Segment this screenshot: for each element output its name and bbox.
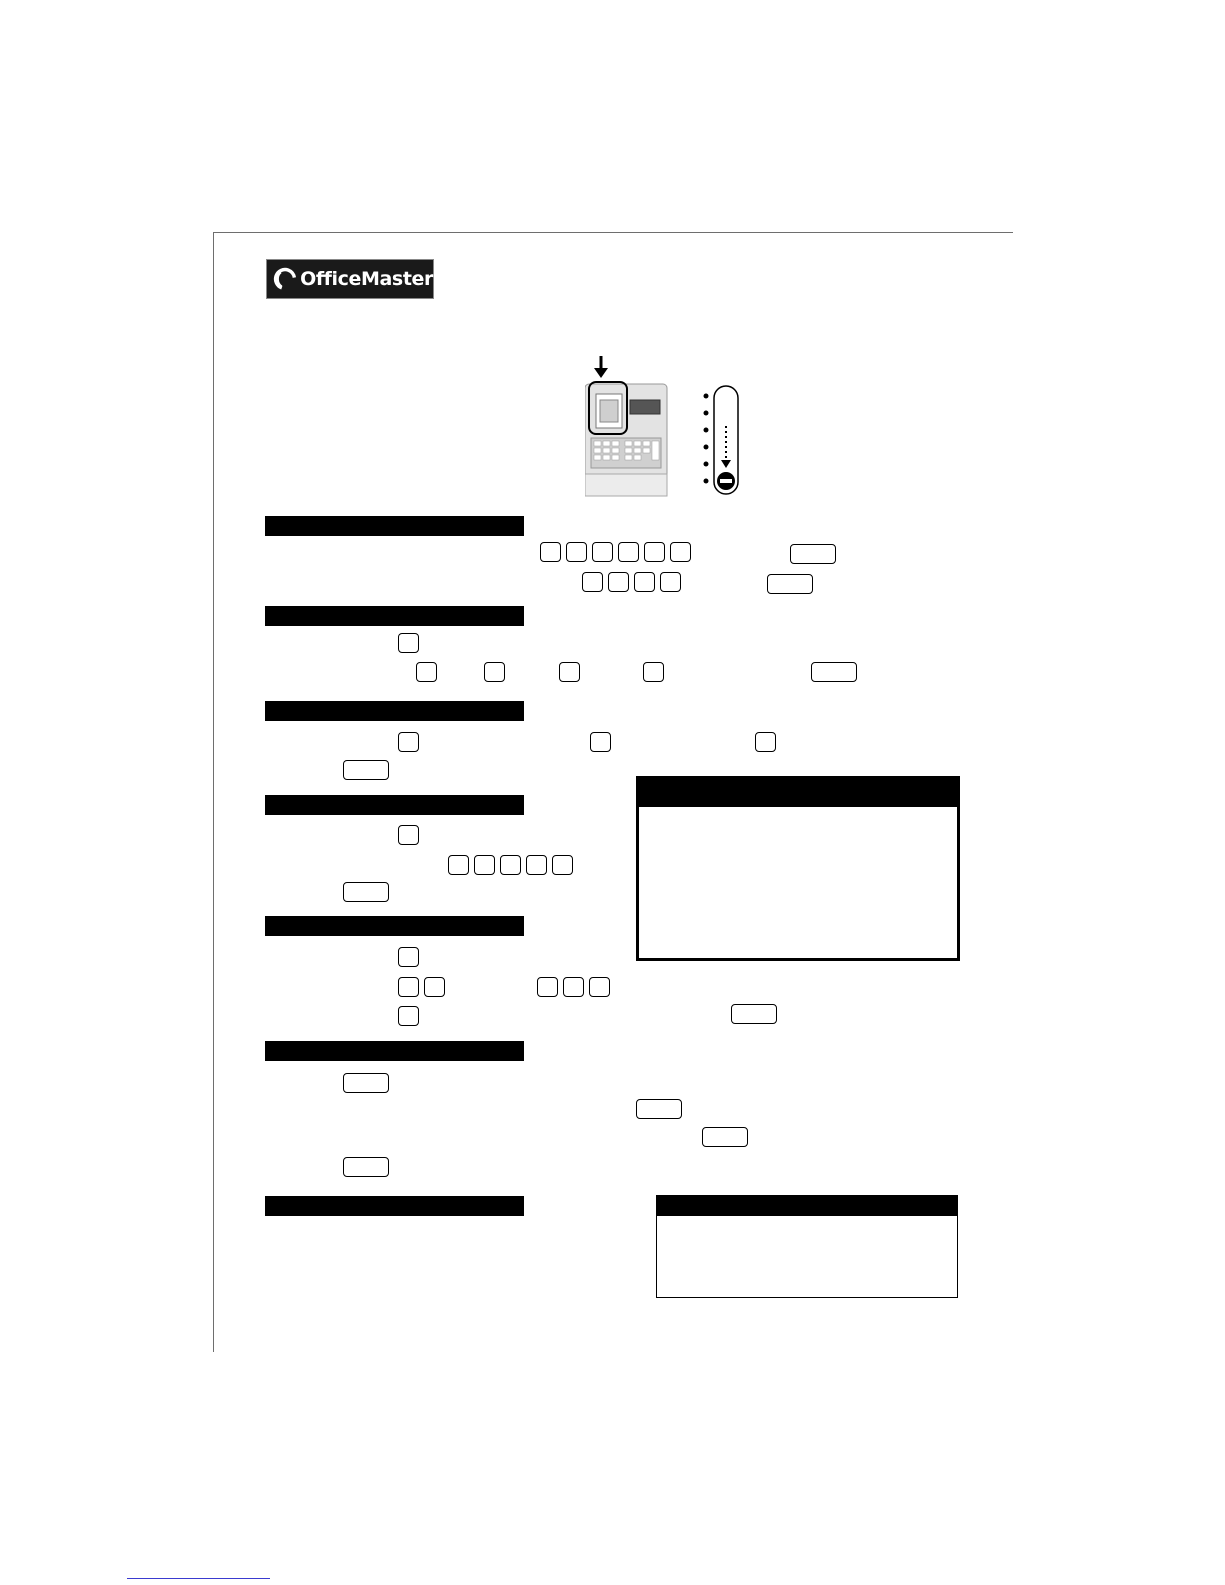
wide-key	[790, 544, 836, 564]
cash-register-icon	[585, 382, 667, 496]
section-7-header-bar	[265, 1196, 524, 1216]
section-1-header-bar	[265, 516, 524, 536]
key	[563, 977, 584, 997]
wide-key	[343, 882, 389, 902]
wide-key	[811, 662, 857, 682]
wide-key	[343, 760, 389, 780]
key	[755, 732, 776, 752]
page-frame-left-rule	[213, 232, 214, 1352]
key	[566, 542, 587, 562]
key	[559, 662, 580, 682]
key	[398, 977, 419, 997]
key	[448, 855, 469, 875]
key	[398, 825, 419, 845]
key	[582, 572, 603, 592]
key	[643, 662, 664, 682]
key	[398, 633, 419, 653]
key	[484, 662, 505, 682]
note-box-header	[657, 1196, 957, 1216]
wide-key	[767, 574, 813, 594]
key	[474, 855, 495, 875]
key	[608, 572, 629, 592]
key	[590, 732, 611, 752]
section-6-header-bar	[265, 1041, 524, 1061]
footer-link-rule	[127, 1578, 270, 1579]
key	[670, 542, 691, 562]
key	[416, 662, 437, 682]
key	[398, 732, 419, 752]
key	[592, 542, 613, 562]
swirl-logo-icon	[273, 265, 297, 293]
key	[398, 1006, 419, 1026]
key	[398, 947, 419, 967]
key	[634, 572, 655, 592]
wide-key	[343, 1157, 389, 1177]
key	[552, 855, 573, 875]
wide-key	[343, 1073, 389, 1093]
section-2-header-bar	[265, 606, 524, 626]
key	[526, 855, 547, 875]
key	[644, 542, 665, 562]
logo-text: OfficeMaster	[300, 268, 433, 290]
key	[618, 542, 639, 562]
key	[589, 977, 610, 997]
cash-register-illustration	[585, 356, 750, 504]
key	[540, 542, 561, 562]
officemaster-logo	[266, 259, 434, 299]
key	[537, 977, 558, 997]
mode-switch-icon	[704, 386, 739, 494]
wide-key	[636, 1099, 682, 1119]
down-arrow-icon	[594, 356, 608, 378]
key	[660, 572, 681, 592]
note-box-header	[639, 779, 957, 807]
section-4-header-bar	[265, 795, 524, 815]
key	[500, 855, 521, 875]
wide-key	[731, 1004, 777, 1024]
key	[424, 977, 445, 997]
section-3-header-bar	[265, 701, 524, 721]
section-5-header-bar	[265, 916, 524, 936]
note-box	[636, 776, 960, 961]
note-box	[656, 1195, 958, 1298]
page-frame-top-rule	[213, 232, 1013, 233]
wide-key	[702, 1127, 748, 1147]
